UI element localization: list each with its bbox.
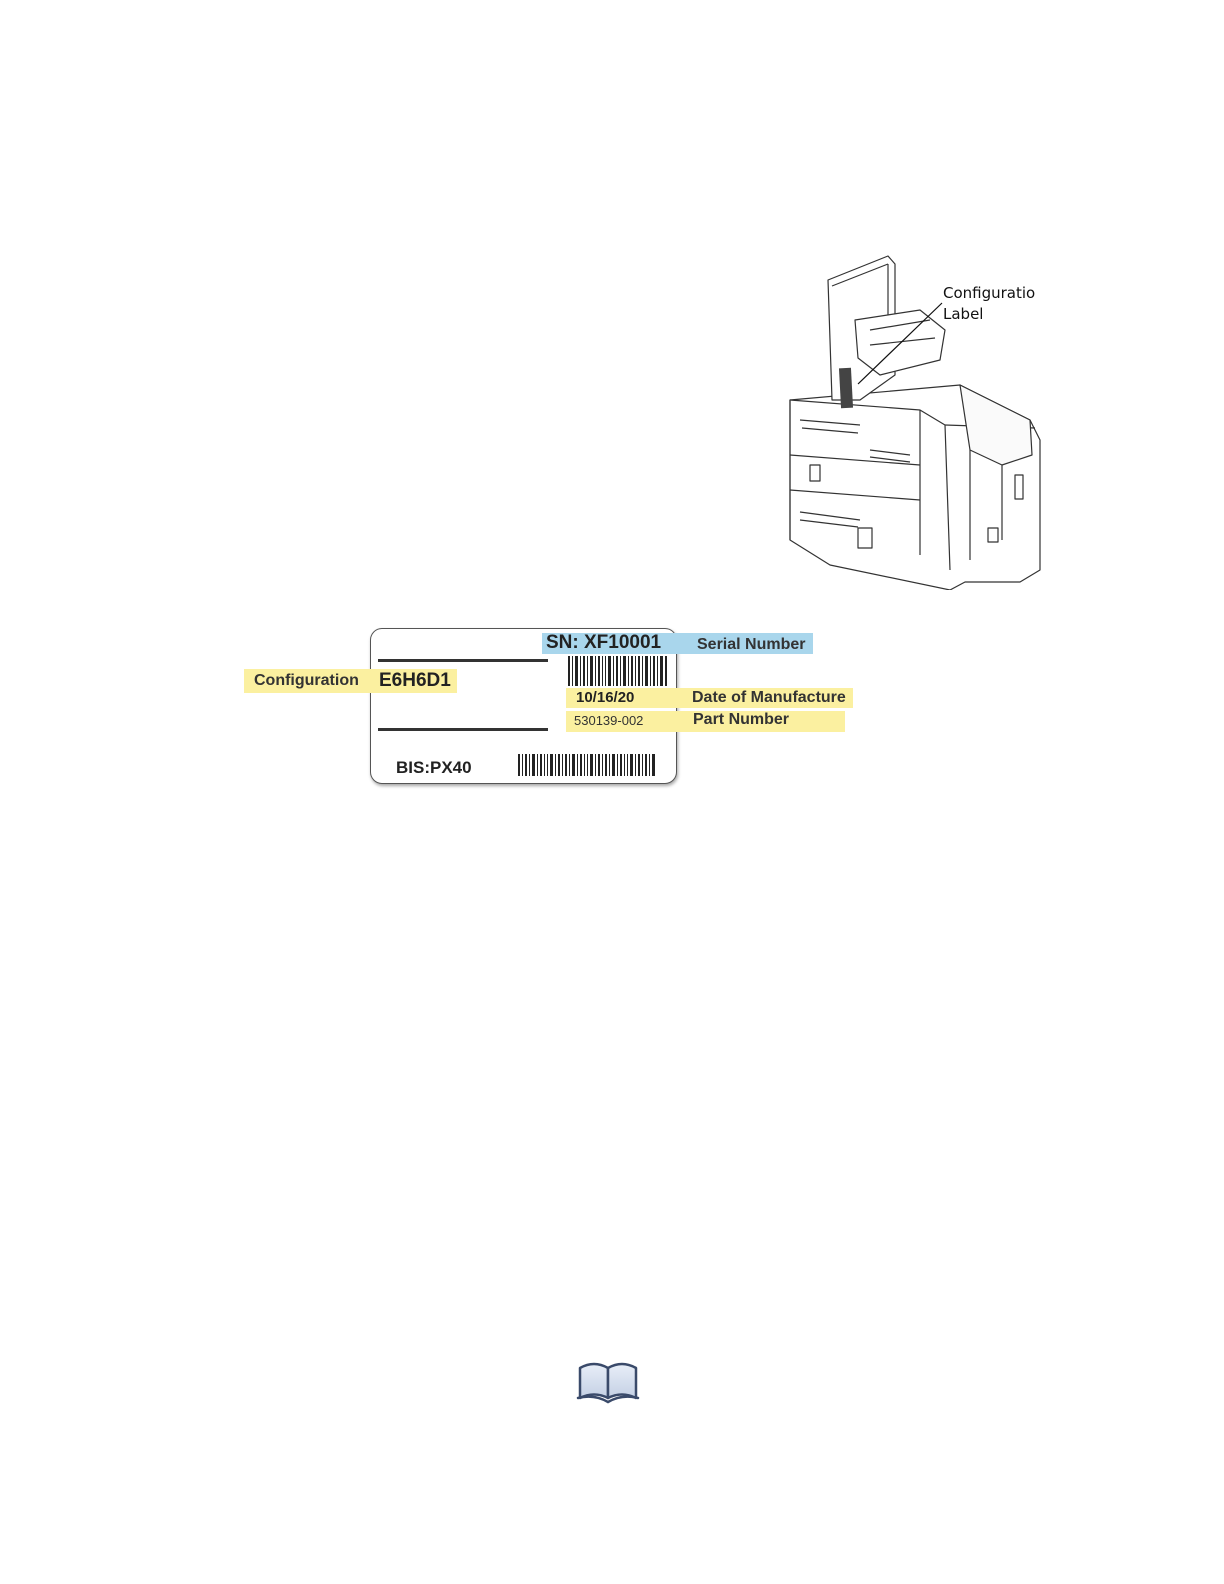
open-book-icon[interactable] bbox=[574, 1358, 642, 1406]
printer-callout bbox=[943, 283, 1035, 325]
serial-number-value: SN: XF10001 bbox=[546, 632, 662, 653]
label-rule-bottom bbox=[378, 728, 548, 731]
callout-line-1: Configuratio bbox=[943, 284, 1036, 302]
bis-barcode bbox=[518, 754, 656, 776]
configuration-code: E6H6D1 bbox=[379, 670, 451, 691]
serial-barcode bbox=[568, 656, 668, 686]
callout-line-2: Label bbox=[943, 305, 984, 323]
configuration-annotation: Configuration bbox=[254, 672, 359, 689]
part-number-annotation: Part Number bbox=[693, 711, 790, 728]
serial-number-annotation: Serial Number bbox=[697, 636, 806, 653]
date-of-manufacture-annotation: Date of Manufacture bbox=[692, 689, 846, 706]
part-number-value: 530139-002 bbox=[574, 713, 644, 728]
manufacture-date-value: 10/16/20 bbox=[576, 689, 635, 706]
label-rule-top bbox=[378, 659, 548, 662]
bis-code: BIS:PX40 bbox=[396, 758, 472, 777]
